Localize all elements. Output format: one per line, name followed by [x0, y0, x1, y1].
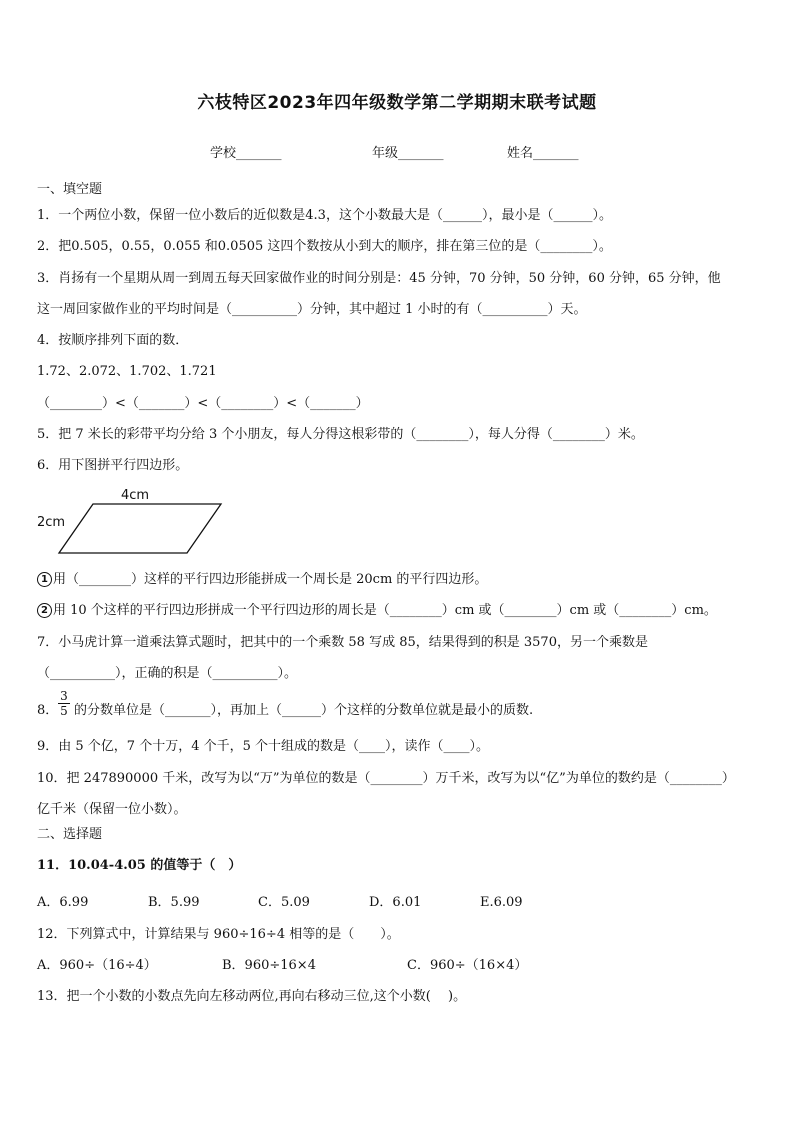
question-9: 9．由 5 个亿，7 个十万，4 个千，5 个十组成的数是（____），读作（____）。: [37, 739, 490, 754]
question-10-line-2: 亿千米（保留一位小数）。: [37, 802, 187, 817]
q12-option-b[interactable]: B．960÷16×4: [222, 958, 316, 973]
question-6-part-2-text: 用 10 个这样的平行四边形拼成一个平行四边形的周长是（________）cm 或（________）cm 或（________）cm。: [53, 603, 717, 618]
question-13: 13．把一个小数的小数点先向左移动两位,再向右移动三位,这个小数( )。: [37, 989, 467, 1004]
fraction-numerator: 3: [58, 689, 70, 704]
question-4: 4．按顺序排列下面的数．: [37, 333, 189, 348]
question-11: 11．10.04-4.05 的值等于（ ）: [37, 858, 242, 873]
question-8-number: 8．: [37, 703, 59, 718]
question-6: 6．用下图拼平行四边形。: [37, 458, 189, 473]
question-3-line-2: 这一周回家做作业的平均时间是（__________）分钟，其中超过 1 小时的有（__________）天。: [37, 302, 587, 317]
section-heading-fill-blank: 一、填空题: [37, 182, 103, 197]
q12-option-c[interactable]: C．960÷（16×4）: [407, 958, 528, 973]
circled-number-1: 1: [37, 572, 52, 587]
q11-option-a[interactable]: A．6.99: [37, 895, 89, 910]
q11-option-e[interactable]: E.6.09: [480, 895, 523, 910]
question-4-numbers: 1.72、2.072、1.702、1.721: [37, 364, 217, 379]
parallelogram-shape: [59, 504, 221, 553]
q11-option-b[interactable]: B．5.99: [148, 895, 200, 910]
question-2: 2．把0.505，0.55，0.055 和0.0505 这四个数按从小到大的顺序，排在第三位的是（________）。: [37, 239, 612, 254]
question-7-line-1: 7．小马虎计算一道乘法算式题时，把其中的一个乘数 58 写成 85，结果得到的积是 3570，另一个乘数是: [37, 635, 648, 650]
left-side-label: 2cm: [37, 515, 66, 530]
name-field[interactable]: 姓名_______: [507, 146, 579, 161]
question-6-part-1: [37, 571, 487, 589]
school-field[interactable]: 学校_______: [210, 146, 282, 161]
question-4-blanks: （________）<（_______）<（________）<（_______）: [37, 396, 369, 411]
question-5: 5．把 7 米长的彩带平均分给 3 个小朋友，每人分得这根彩带的（________），每人分得（________）米。: [37, 427, 644, 442]
q11-option-d[interactable]: D．6.01: [369, 895, 422, 910]
question-6-part-1-text: 用（________）这样的平行四边形能拼成一个周长是 20cm 的平行四边形。: [53, 572, 488, 587]
grade-field[interactable]: 年级_______: [372, 146, 444, 161]
question-10-line-1: 10．把 247890000 千米，改写为以“万”为单位的数是（________）万千米，改写为以“亿”为单位的数约是（________）: [37, 771, 735, 786]
question-8: 的分数单位是（_______），再加上（______）个这样的分数单位就是最小的质数.: [74, 703, 534, 718]
fraction: [58, 689, 70, 718]
question-1: 1．一个两位小数，保留一位小数后的近似数是4.3，这个小数最大是（______），最小是（______）。: [37, 208, 612, 223]
parallelogram-figure: [35, 483, 235, 563]
circled-number-2: 2: [37, 603, 52, 618]
q12-option-a[interactable]: A．960÷（16÷4）: [37, 958, 157, 973]
top-side-label: 4cm: [121, 488, 150, 503]
question-7-line-2: （__________），正确的积是（__________）。: [37, 666, 298, 681]
question-6-part-2: [37, 602, 717, 620]
question-3-line-1: 3．肖扬有一个星期从周一到周五每天回家做作业的时间分别是：45 分钟，70 分钟，50 分钟，60 分钟，65 分钟，他: [37, 271, 721, 286]
page-title: 六枝特区2023年四年级数学第二学期期末联考试题: [197, 93, 597, 113]
fraction-denominator: 5: [60, 704, 68, 718]
question-12: 12．下列算式中，计算结果与 960÷16÷4 相等的是（ ）。: [37, 927, 400, 942]
q11-option-c[interactable]: C．5.09: [258, 895, 310, 910]
section-heading-multiple-choice: 二、选择题: [37, 827, 103, 842]
